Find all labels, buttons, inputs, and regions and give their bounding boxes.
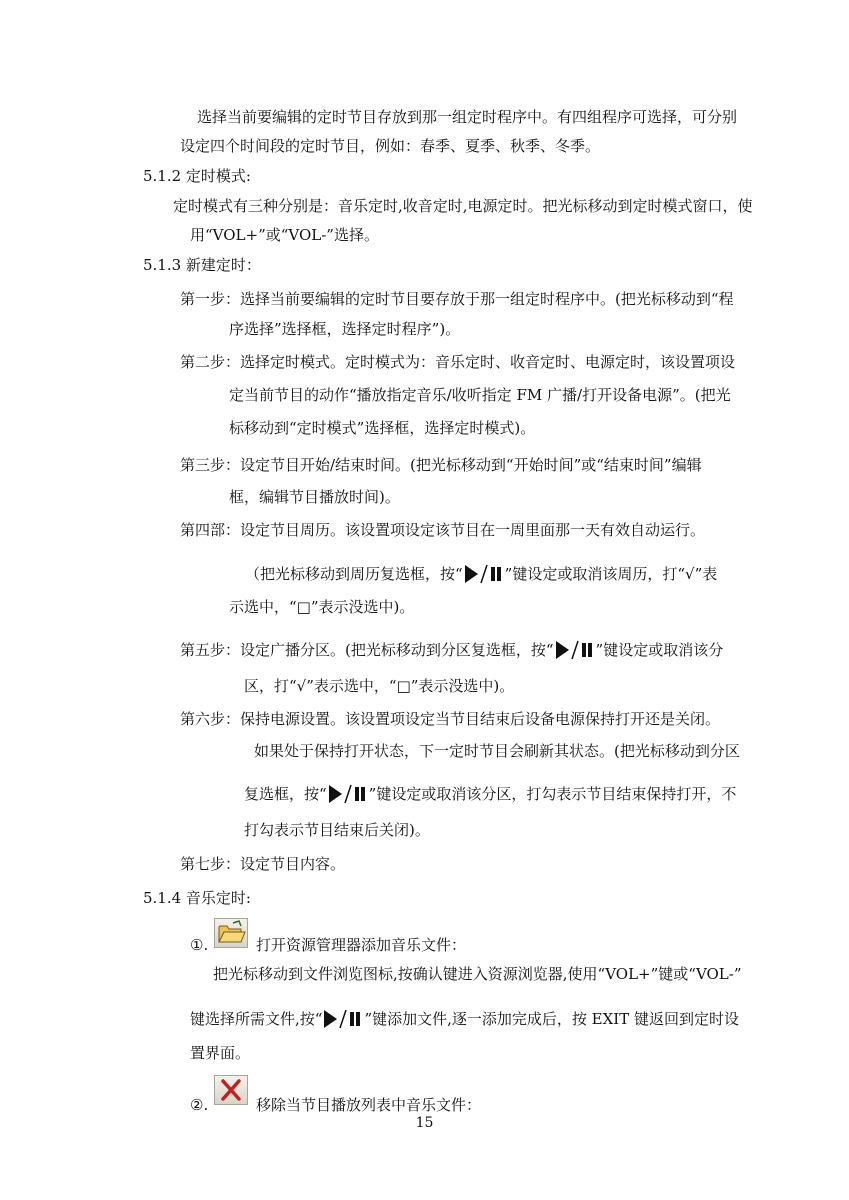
- item-number: ②.: [190, 1096, 209, 1114]
- step-line: 第三步：设定节目开始/结束时间。(把光标移动到“开始时间”或“结束时间”编辑: [180, 456, 702, 474]
- item-number: ①.: [190, 936, 209, 954]
- step-line: 第七步：设定节目内容。: [180, 855, 346, 873]
- step-text: ”键设定或取消该分: [595, 641, 724, 659]
- para-text: 键选择所需文件,按“: [190, 1010, 323, 1028]
- play-pause-icon: [554, 640, 596, 658]
- para-line: 置界面。: [190, 1044, 251, 1062]
- step-text: ”键设定或取消该分区，打勾表示节目结束保持打开，不: [368, 785, 737, 803]
- step-line: 第二步：选择定时模式。定时模式为：音乐定时、收音定时、电源定时，该设置项设: [180, 353, 736, 371]
- page-number: 15: [415, 1115, 434, 1131]
- step-line: 第六步：保持电源设置。该设置项设定当节目结束后设备电源保持打开还是关闭。: [180, 710, 721, 728]
- para-line: 定时模式有三种分别是：音乐定时,收音定时,电源定时。把光标移动到定时模式窗口，使: [173, 197, 753, 215]
- step-line: 示选中，“□”表示没选中)。: [229, 598, 415, 616]
- step-line: 标移动到“定时模式”选择框，选择定时模式)。: [229, 419, 536, 437]
- item-label: 移除当节目播放列表中音乐文件：: [256, 1096, 482, 1114]
- step-line: [245, 564, 717, 584]
- step-line: 定当前节目的动作“播放指定音乐/收听指定 FM 广播/打开设备电源”。(把光: [229, 386, 731, 404]
- step-line: 打勾表示节目结束后关闭)。: [244, 821, 430, 839]
- para-line: 把光标移动到文件浏览图标,按确认键进入资源浏览器,使用“VOL+”键或“VOL-”: [213, 965, 742, 983]
- para-line: 选择当前要编辑的定时节目存放到那一组定时程序中。有四组程序可选择，可分别: [197, 108, 738, 126]
- para-line: 用“VOL+”或“VOL-”选择。: [190, 226, 379, 244]
- step-text: （把光标移动到周历复选框，按“: [245, 565, 463, 583]
- delete-x-icon: [214, 1075, 248, 1105]
- step-line: 如果处于保持打开状态，下一定时节目会刷新其状态。(把光标移动到分区: [254, 742, 740, 760]
- section-heading: 5.1.2 定时模式:: [143, 167, 251, 185]
- step-line: [244, 784, 736, 804]
- step-line: 序选择”选择框，选择定时程序”)。: [229, 320, 461, 338]
- section-heading: 5.1.3 新建定时：: [143, 256, 261, 274]
- step-line: 框，编辑节目播放时间)。: [229, 488, 400, 506]
- play-pause-icon: [322, 1009, 364, 1027]
- step-line: [180, 640, 723, 660]
- item-label: 打开资源管理器添加音乐文件：: [256, 936, 467, 954]
- step-text: 复选框，按“: [244, 785, 327, 803]
- step-text: ”键设定或取消该周历，打“√”表: [504, 565, 718, 583]
- step-line: 第四部：设定节目周历。该设置项设定该节目在一周里面那一天有效自动运行。: [180, 521, 706, 539]
- para-line: 设定四个时间段的定时节目，例如：春季、夏季、秋季、冬季。: [180, 137, 601, 155]
- para-line: [190, 1009, 739, 1029]
- para-text: ”键添加文件,逐一添加完成后，按 EXIT 键返回到定时设: [364, 1010, 739, 1028]
- step-line: 区，打“√”表示选中，“□”表示没选中)。: [244, 677, 515, 695]
- play-pause-icon: [327, 784, 369, 802]
- step-line: 第一步：选择当前要编辑的定时节目要存放于那一组定时程序中。(把光标移动到“程: [180, 290, 734, 308]
- play-pause-icon: [463, 564, 505, 582]
- step-text: 第五步：设定广播分区。(把光标移动到分区复选框，按“: [180, 641, 554, 659]
- folder-open-icon: [214, 918, 248, 948]
- section-heading: 5.1.4 音乐定时:: [143, 889, 251, 907]
